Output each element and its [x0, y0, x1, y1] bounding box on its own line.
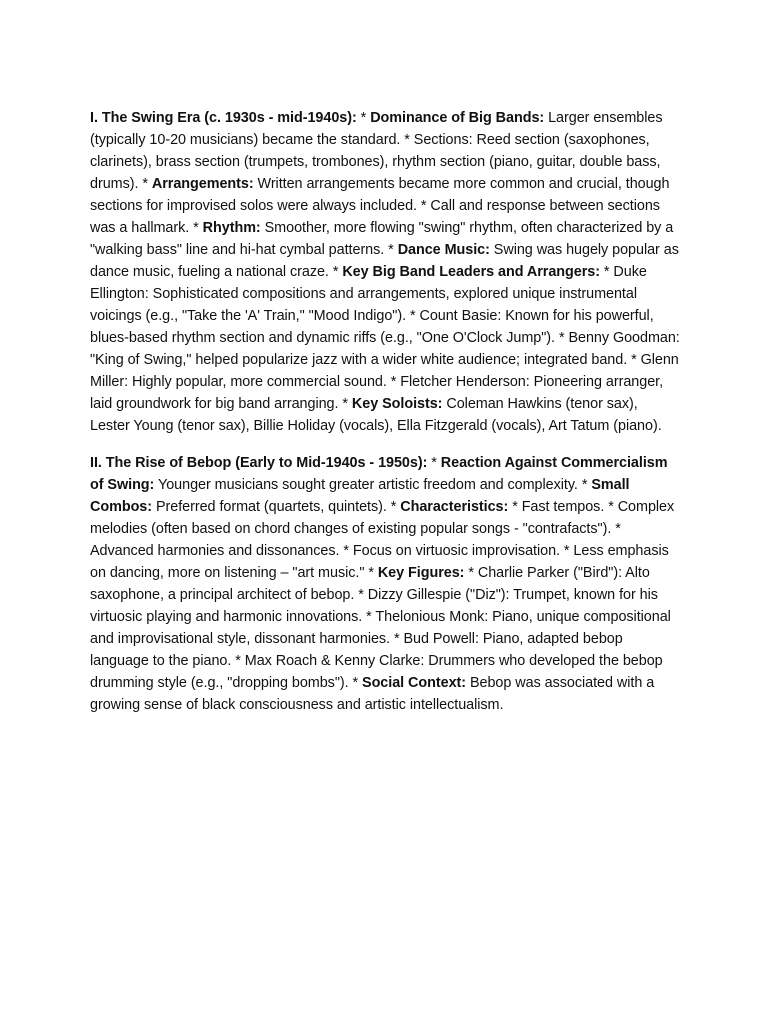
text-run: Coleman Hawkins (tenor sax), Lester Young (tenor sax), Billie Holiday (vocals), Ella Fitzgerald (vocals), Art Tatum (piano).: [90, 396, 662, 434]
text-run: * Charlie Parker ("Bird"): Alto saxophone, a principal architect of bebop. * Dizzy Gillespie ("Diz"): Trumpet, known for his virtuosic playing and harmonic innovations. * Thelonious Monk: Piano, unique compositional and improvisational style, dissonant harmonies. * Bud Powell: Piano, adapted bebop language to the piano. * Max Roach & Kenny Clarke: Drummers who developed the bebop drumming style (e.g., "dropping bombs"). *: [90, 565, 671, 691]
term-label: Dance Music:: [397, 242, 490, 258]
text-run: Larger ensembles (typically 10-20 musicians) became the standard. * Sections: Reed section (saxophones, clarinets), brass section (trumpets, trombones), rhythm section (piano, guitar, double bass, drums). *: [90, 110, 663, 192]
term-label: Small Combos:: [90, 477, 630, 515]
text-run: * Fast tempos. * Complex melodies (often based on chord changes of existing popular songs - "contrafacts"). * Advanced harmonies and dissonances. * Focus on virtuosic improvisation. * Less emphasis on dancing, more on listening – "art music." *: [90, 499, 675, 581]
term-label: Reaction Against Commercialism of Swing:: [90, 455, 668, 493]
term-label: Key Big Band Leaders and Arrangers:: [342, 264, 600, 280]
term-label: Key Figures:: [377, 565, 465, 581]
text-run: Preferred format (quartets, quintets). *: [152, 499, 401, 515]
text-run: Swing was hugely popular as dance music, fueling a national craze. *: [90, 242, 679, 280]
paragraph-rise-of-bebop: [90, 452, 680, 716]
document-body: [90, 107, 680, 716]
section-heading: I. The Swing Era (c. 1930s - mid-1940s):: [90, 110, 357, 126]
paragraph-swing-era: [90, 107, 680, 437]
section-heading: II. The Rise of Bebop (Early to Mid-1940s - 1950s):: [90, 455, 428, 471]
text-run: Smoother, more flowing "swing" rhythm, often characterized by a "walking bass" line and hi-hat cymbal patterns. *: [90, 220, 674, 258]
text-run: Younger musicians sought greater artistic freedom and complexity. *: [154, 477, 592, 493]
term-label: Social Context:: [362, 675, 467, 691]
term-label: Arrangements:: [151, 176, 254, 192]
term-label: Key Soloists:: [351, 396, 443, 412]
text-run: Written arrangements became more common and crucial, though sections for improvised solos were always included. * Call and response between sections was a hallmark. *: [90, 176, 670, 236]
term-label: Characteristics:: [400, 499, 509, 515]
term-label: Rhythm:: [202, 220, 261, 236]
text-run: * Duke Ellington: Sophisticated compositions and arrangements, explored unique instrumental voicings (e.g., "Take the 'A' Train," "Mood Indigo"). * Count Basie: Known for his powerful, blues-based rhythm section and dynamic riffs (e.g., "One O'Clock Jump"). * Benny Goodman: "King of Swing," helped popularize jazz with a wider white audience; integrated band. * Glenn Miller: Highly popular, more commercial sound. * Fletcher Henderson: Pioneering arranger, laid groundwork for big band arranging. *: [90, 264, 680, 412]
text-run: Bebop was associated with a growing sense of black consciousness and artistic intellectualism.: [90, 675, 655, 713]
term-label: Dominance of Big Bands:: [370, 110, 545, 126]
text-run: *: [356, 110, 371, 126]
text-run: *: [427, 455, 441, 471]
